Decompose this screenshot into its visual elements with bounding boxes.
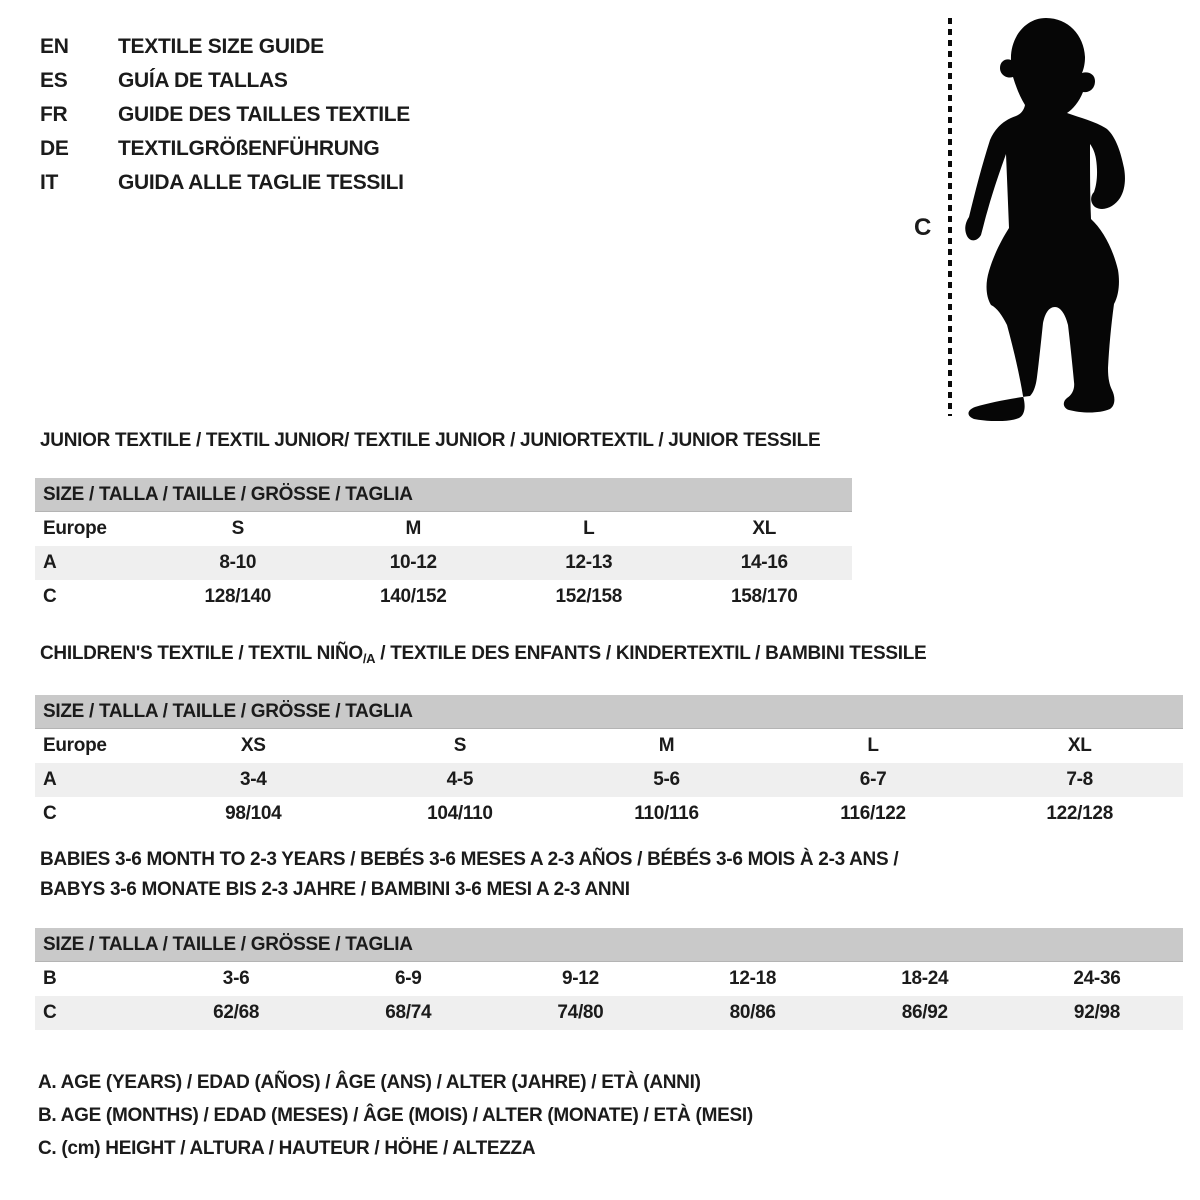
- section-title-junior: JUNIOR TEXTILE / TEXTIL JUNIOR/ TEXTILE JUNIOR / JUNIORTEXTIL / JUNIOR TESSILE: [40, 430, 821, 451]
- size-cell: XL: [752, 518, 777, 539]
- section-title-children: [35, 643, 1183, 670]
- height-dashed-line: [948, 18, 952, 416]
- guide-title-es: GUÍA DE TALLAS: [118, 69, 288, 92]
- section-title-babies: [35, 845, 1183, 905]
- size-cell: 140/152: [379, 586, 447, 607]
- language-code: FR: [40, 103, 68, 126]
- size-cell: M: [405, 518, 422, 539]
- height-measure-label: C: [914, 214, 932, 241]
- language-code: DE: [40, 137, 69, 160]
- section-babies: [35, 845, 1183, 1030]
- language-row-en: [40, 30, 410, 64]
- table-row-age-months: [35, 962, 1183, 996]
- toddler-silhouette-icon: [962, 16, 1142, 421]
- size-cell: 128/140: [204, 586, 272, 607]
- language-list: [40, 30, 410, 200]
- size-cell: 3-4: [240, 769, 267, 790]
- size-cell: 10-12: [389, 552, 437, 573]
- size-cell: S: [231, 518, 244, 539]
- row-label: C: [43, 1002, 57, 1023]
- size-cell: 68/74: [385, 1002, 432, 1023]
- guide-title-en: TEXTILE SIZE GUIDE: [118, 35, 324, 58]
- table-row-height: [35, 580, 852, 614]
- title-subscript: /A: [362, 651, 376, 666]
- size-cell: 12-18: [729, 968, 777, 989]
- size-cell: 122/128: [1046, 803, 1113, 824]
- size-cell: 3-6: [222, 968, 250, 989]
- size-cell: 12-13: [565, 552, 613, 573]
- size-cell: 18-24: [901, 968, 949, 989]
- size-cell: 80/86: [729, 1002, 776, 1023]
- table-row-europe: [35, 729, 1183, 763]
- title-line: BABYS 3-6 MONATE BIS 2-3 JAHRE / BAMBINI 3-6 MESI A 2-3 ANNI: [40, 879, 630, 900]
- guide-title-fr: GUIDE DES TAILLES TEXTILE: [118, 103, 410, 126]
- row-label: Europe: [43, 735, 107, 756]
- size-cell: L: [867, 735, 879, 756]
- size-header: SIZE / TALLA / TAILLE / GRÖSSE / TAGLIA: [35, 928, 1183, 962]
- footnote-age-months: B. AGE (MONTHS) / EDAD (MESES) / ÂGE (MOIS) / ALTER (MONATE) / ETÀ (MESI): [38, 1105, 753, 1126]
- size-cell: 9-12: [562, 968, 599, 989]
- size-cell: 7-8: [1066, 769, 1093, 790]
- size-cell: 152/158: [555, 586, 623, 607]
- row-label: B: [43, 968, 57, 989]
- size-cell: 5-6: [653, 769, 680, 790]
- table-row-age-years: [35, 546, 852, 580]
- size-cell: 6-9: [394, 968, 422, 989]
- size-cell: 6-7: [859, 769, 887, 790]
- guide-title-it: GUIDA ALLE TAGLIE TESSILI: [118, 171, 404, 194]
- row-label: C: [43, 586, 57, 607]
- row-label: A: [43, 552, 57, 573]
- footnote-age-years: A. AGE (YEARS) / EDAD (AÑOS) / ÂGE (ANS) / ALTER (JAHRE) / ETÀ (ANNI): [38, 1072, 701, 1093]
- language-code: IT: [40, 171, 59, 194]
- size-cell: L: [583, 518, 595, 539]
- table-row-height: [35, 996, 1183, 1030]
- size-cell: XL: [1067, 735, 1092, 756]
- section-children: [35, 643, 1183, 831]
- title-text: CHILDREN'S TEXTILE / TEXTIL NIÑO: [40, 643, 363, 664]
- guide-title-de: TEXTILGRÖßENFÜHRUNG: [118, 137, 380, 160]
- babies-size-table: [35, 928, 1183, 1030]
- size-cell: XS: [240, 735, 266, 756]
- size-cell: 8-10: [219, 552, 257, 573]
- row-label: Europe: [43, 518, 107, 539]
- size-cell: M: [658, 735, 675, 756]
- size-header: SIZE / TALLA / TAILLE / GRÖSSE / TAGLIA: [35, 695, 1183, 729]
- title-line: BABIES 3-6 MONTH TO 2-3 YEARS / BEBÉS 3-6 MESES A 2-3 AÑOS / BÉBÉS 3-6 MOIS À 2-3 ANS /: [40, 849, 899, 870]
- size-cell: 74/80: [557, 1002, 604, 1023]
- table-row-height: [35, 797, 1183, 831]
- size-cell: 104/110: [427, 803, 493, 824]
- table-row-age-years: [35, 763, 1183, 797]
- title-text: / TEXTILE DES ENFANTS / KINDERTEXTIL / BAMBINI TESSILE: [375, 643, 927, 664]
- language-row-es: [40, 64, 410, 98]
- size-cell: 116/122: [840, 803, 906, 824]
- row-label: A: [43, 769, 57, 790]
- size-cell: 4-5: [446, 769, 474, 790]
- section-junior: [35, 430, 852, 614]
- language-code: EN: [40, 35, 69, 58]
- language-row-fr: [40, 98, 410, 132]
- language-row-it: [40, 166, 410, 200]
- footnote-height: C. (cm) HEIGHT / ALTURA / HAUTEUR / HÖHE / ALTEZZA: [38, 1138, 536, 1159]
- table-row-europe: [35, 512, 852, 546]
- size-cell: 92/98: [1073, 1002, 1120, 1023]
- size-cell: 14-16: [740, 552, 788, 573]
- size-header: SIZE / TALLA / TAILLE / GRÖSSE / TAGLIA: [35, 478, 852, 512]
- size-cell: 98/104: [225, 803, 282, 824]
- size-cell: 24-36: [1073, 968, 1121, 989]
- size-cell: 86/92: [901, 1002, 948, 1023]
- size-cell: S: [453, 735, 467, 756]
- size-cell: 62/68: [213, 1002, 260, 1023]
- row-label: C: [43, 803, 57, 824]
- language-code: ES: [40, 69, 68, 92]
- junior-size-table: [35, 478, 852, 614]
- footnotes: [38, 1066, 753, 1165]
- children-size-table: [35, 695, 1183, 831]
- size-cell: 110/116: [634, 803, 699, 824]
- size-cell: 158/170: [730, 586, 798, 607]
- language-row-de: [40, 132, 410, 166]
